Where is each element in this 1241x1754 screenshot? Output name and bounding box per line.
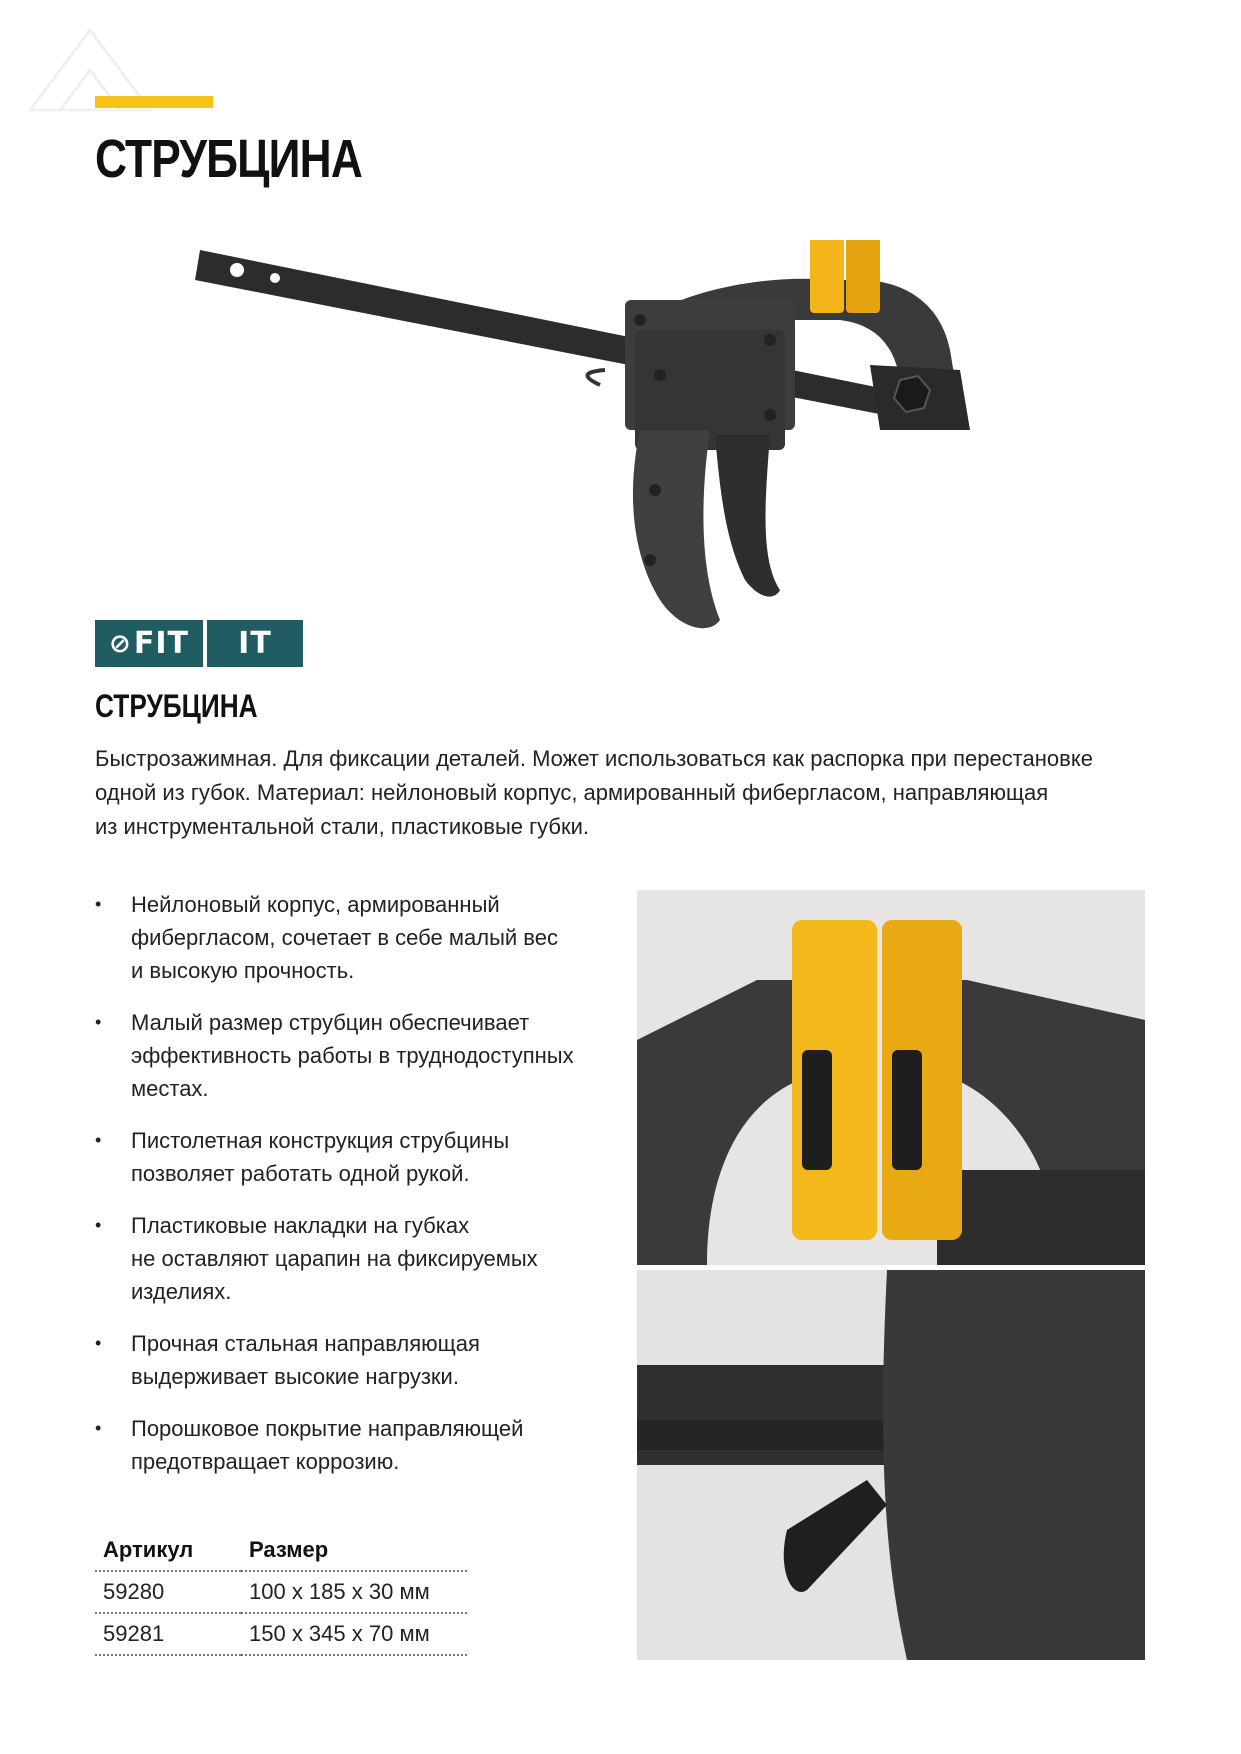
jaw-closeup-photo	[637, 890, 1145, 1265]
feature-line: местах.	[131, 1076, 209, 1101]
it-logo	[207, 620, 303, 667]
article-cell: 59280	[95, 1571, 241, 1613]
title-accent-bar	[95, 96, 213, 108]
size-cell: 150 х 345 х 70 мм	[241, 1613, 467, 1655]
it-logo-text: IT	[238, 626, 272, 661]
bar-closeup-photo	[637, 1270, 1145, 1660]
feature-line: эффективность работы в труднодоступных	[131, 1043, 574, 1068]
feature-line: Пистолетная конструкция струбцины	[131, 1128, 510, 1153]
description-line: одной из губок. Материал: нейлоновый корпус, армированный фибергласом, направляющая	[95, 780, 1049, 805]
size-cell: 100 х 185 х 30 мм	[241, 1571, 467, 1613]
feature-item	[95, 888, 605, 987]
description-line: из инструментальной стали, пластиковые губки.	[95, 814, 590, 839]
feature-line: позволяет работать одной рукой.	[131, 1161, 470, 1186]
feature-list	[95, 888, 605, 1497]
bullet-icon: •	[95, 1418, 102, 1438]
feature-line: предотвращает коррозию.	[131, 1449, 400, 1474]
article-cell: 59281	[95, 1613, 241, 1655]
feature-line: Пластиковые накладки на губках	[131, 1213, 470, 1238]
feature-item	[95, 1124, 605, 1190]
feature-line: не оставляют царапин на фиксируемых	[131, 1246, 538, 1271]
feature-line: Малый размер струбцин обеспечивает	[131, 1010, 530, 1035]
brand-logo	[95, 620, 303, 667]
column-header-size: Размер	[241, 1530, 467, 1571]
feature-line: выдерживает высокие нагрузки.	[131, 1364, 459, 1389]
bullet-icon: •	[95, 894, 102, 914]
fit-logo-icon: ⊘	[109, 628, 132, 659]
feature-line: Нейлоновый корпус, армированный	[131, 892, 500, 917]
feature-line: Порошковое покрытие направляющей	[131, 1416, 524, 1441]
feature-line: фибергласом, сочетает в себе малый вес	[131, 925, 558, 950]
fit-logo	[95, 620, 203, 667]
feature-line: Прочная стальная направляющая	[131, 1331, 480, 1356]
feature-item	[95, 1327, 605, 1393]
column-header-article: Артикул	[95, 1530, 241, 1571]
table-row	[95, 1613, 467, 1655]
feature-item	[95, 1209, 605, 1308]
page-title: СТРУБЦИНА	[95, 129, 362, 189]
clamp-product-image	[180, 240, 1080, 680]
product-description	[95, 742, 1155, 844]
bullet-icon: •	[95, 1215, 102, 1235]
feature-item	[95, 1412, 605, 1478]
bullet-icon: •	[95, 1130, 102, 1150]
bullet-icon: •	[95, 1333, 102, 1353]
table-row	[95, 1571, 467, 1613]
feature-item	[95, 1006, 605, 1105]
product-name: СТРУБЦИНА	[95, 688, 258, 724]
fit-logo-text: FIT	[133, 626, 189, 661]
spec-table	[95, 1530, 467, 1656]
feature-line: изделиях.	[131, 1279, 232, 1304]
feature-line: и высокую прочность.	[131, 958, 355, 983]
bullet-icon: •	[95, 1012, 102, 1032]
description-line: Быстрозажимная. Для фиксации деталей. Может использоваться как распорка при перестановке	[95, 746, 1093, 771]
table-header-row	[95, 1530, 467, 1571]
